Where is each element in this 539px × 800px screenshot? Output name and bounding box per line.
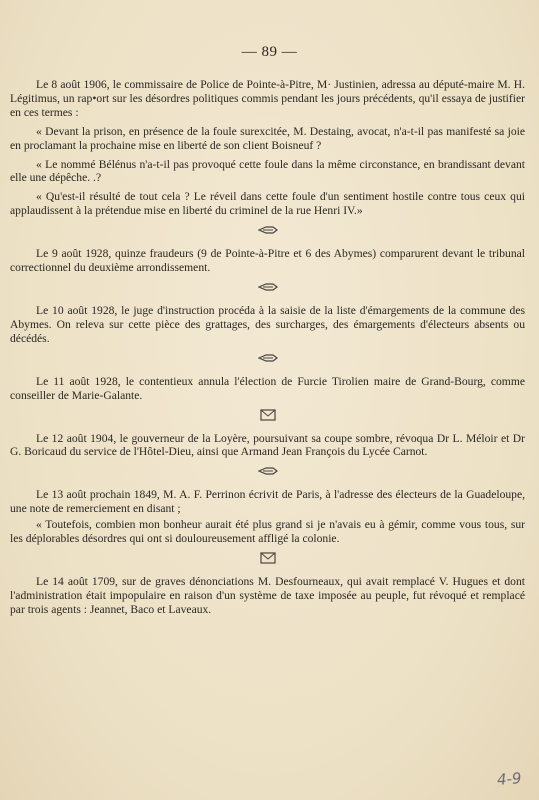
section-separator [10,464,525,478]
paragraph: « Toutefois, combien mon bonheur aurait été plus grand si je n'avais eu à gémir, comme vous tous, sur les déplorables désordres qui ont si douloureusement affligé la colonie. [10,518,525,546]
paragraph: Le 13 août prochain 1849, M. A. F. Perrinon écrivit de Paris, à l'adresse des électeurs de la Guadeloupe, une note de remerciement en disant ; [10,488,525,516]
paragraph: « Devant la prison, en présence de la foule surexcitée, M. Destaing, avocat, n'a-t-il pas manifesté sa joie en proclamant la prochaine mise en liberté de son client Boisneuf ? [10,124,525,152]
envelope-ornament-icon [260,409,276,421]
hand-ornament-icon [258,225,278,235]
section-separator [10,351,525,365]
paragraph: Le 10 août 1928, le juge d'instruction procéda à la saisie de la liste d'émargements de la commune des Abymes. On releva sur cette pièce des grattages, des surcharges, des émargements d'électeurs absents ou décédés. [10,303,525,345]
paragraph: Le 11 août 1928, le contentieux annula l'élection de Furcie Tirolien maire de Grand-Bourg, comme conseiller de Marie-Galante. [10,374,525,402]
section-separator [10,280,525,294]
page-number: — 89 — [241,44,298,60]
hand-ornament-icon [258,466,278,476]
paragraph: Le 9 août 1928, quinze fraudeurs (9 de Pointe-à-Pitre et 6 des Abymes) comparurent devant le tribunal correctionnel du deuxième arrondissement. [10,247,525,275]
paragraph: Le 8 août 1906, le commissaire de Police de Pointe-à-Pitre, M· Justinien, adressa au député-maire M. H. Légitimus, un rap•ort sur les désordres politiques commis pendant les jours précédents, qu'il essaya de justifier en ces termes : [10,78,525,119]
section-separator [10,408,525,422]
paragraph: « Le nommé Bélénus n'a-t-il pas provoqué cette foule dans la même circonstance, en brandissant devant elle une dépêche. .? [10,157,525,185]
hand-ornament-icon [258,282,278,292]
paragraph: Le 12 août 1904, le gouverneur de la Loyère, poursuivant sa coupe sombre, révoqua Dr L. Méloir et Dr G. Boricaud du service de l'Hôtel-Dieu, ainsi que Armand Jean François du Lycée Carnot. [10,431,525,459]
section-separator [10,551,525,565]
paragraph: « Qu'est-il résulté de tout cela ? Le réveil dans cette foule d'un sentiment hostile contre tous ceux qui applaudissent à la prétendue mise en liberté du criminel de la rue Henri IV.» [10,190,525,218]
section-separator [10,223,525,237]
hand-ornament-icon [258,353,278,363]
envelope-ornament-icon [260,552,276,564]
paragraph: Le 14 août 1709, sur de graves dénonciations M. Desfourneaux, qui avait remplacé V. Hugues et dont l'administration était impopulaire en raison d'un système de taxe imposée au peuple, fut révoqué et remplacé par trois agents : Jeannet, Baco et Laveaux. [10,574,525,616]
handwritten-note: 4-9 [495,769,522,789]
body-text [10,78,525,622]
